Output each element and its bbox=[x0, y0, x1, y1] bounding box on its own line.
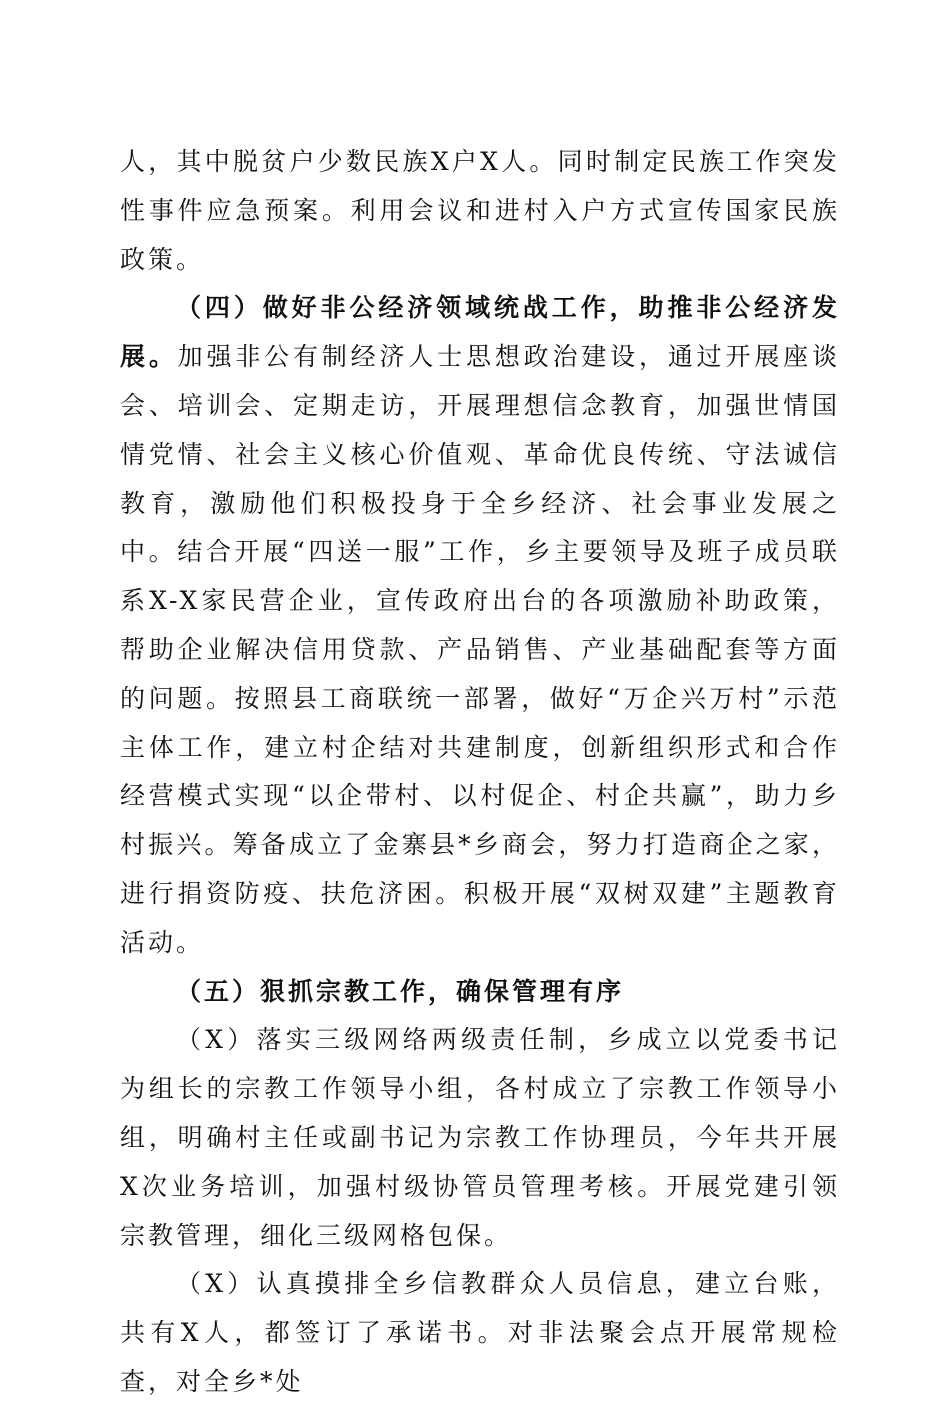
paragraph-continuation bbox=[120, 138, 840, 284]
paragraph-believer-survey bbox=[120, 1260, 840, 1406]
section-heading: （四）做好非公经济领域统战工作，助推非公经济发展。 bbox=[120, 293, 840, 372]
paragraph-non-public-economy bbox=[120, 284, 840, 967]
paragraph-text: （X）认真摸排全乡信教群众人员信息，建立台账，共有X人，都签订了承诺书。对非法聚会点开展常规检查，对全乡*处 bbox=[120, 1269, 840, 1396]
section-heading: （五）狠抓宗教工作，确保管理有序 bbox=[176, 976, 625, 1006]
paragraph-text: （X）落实三级网络两级责任制，乡成立以党委书记为组长的宗教工作领导小组，各村成立了宗教工作领导小组，明确村主任或副书记为宗教工作协理员，今年共开展X次业务培训，加强村级协管员管理考核。开展党建引领宗教管理，细化三级网格包保。 bbox=[120, 1025, 840, 1250]
paragraph-text: 加强非公有制经济人士思想政治建设，通过开展座谈会、培训会、定期走访，开展理想信念教育，加强世情国情党情、社会主义核心价值观、革命优良传统、守法诚信教育，激励他们积极投身于全乡经济、社会事业发展之中。结合开展“四送一服”工作，乡主要领导及班子成员联系X-X家民营企业，宣传政府出台的各项激励补助政策，帮助企业解决信用贷款、产品销售、产业基础配套等方面的问题。按照县工商联统一部署，做好“万企兴万村”示范主体工作，建立村企结对共建制度，创新组织形式和合作经营模式实现“以企带村、以村促企、村企共赢”，助力乡村振兴。筹备成立了金寨县*乡商会，努力打造商企之家，进行捐资防疫、扶危济困。积极开展“双树双建”主题教育活动。 bbox=[120, 342, 840, 957]
paragraph-text: 人，其中脱贫户少数民族X户X人。同时制定民族工作突发性事件应急预案。利用会议和进村入户方式宣传国家民族政策。 bbox=[120, 147, 840, 274]
paragraph-responsibility-system bbox=[120, 1016, 840, 1260]
document-body bbox=[120, 138, 840, 1407]
paragraph-religion-heading bbox=[120, 968, 840, 1017]
